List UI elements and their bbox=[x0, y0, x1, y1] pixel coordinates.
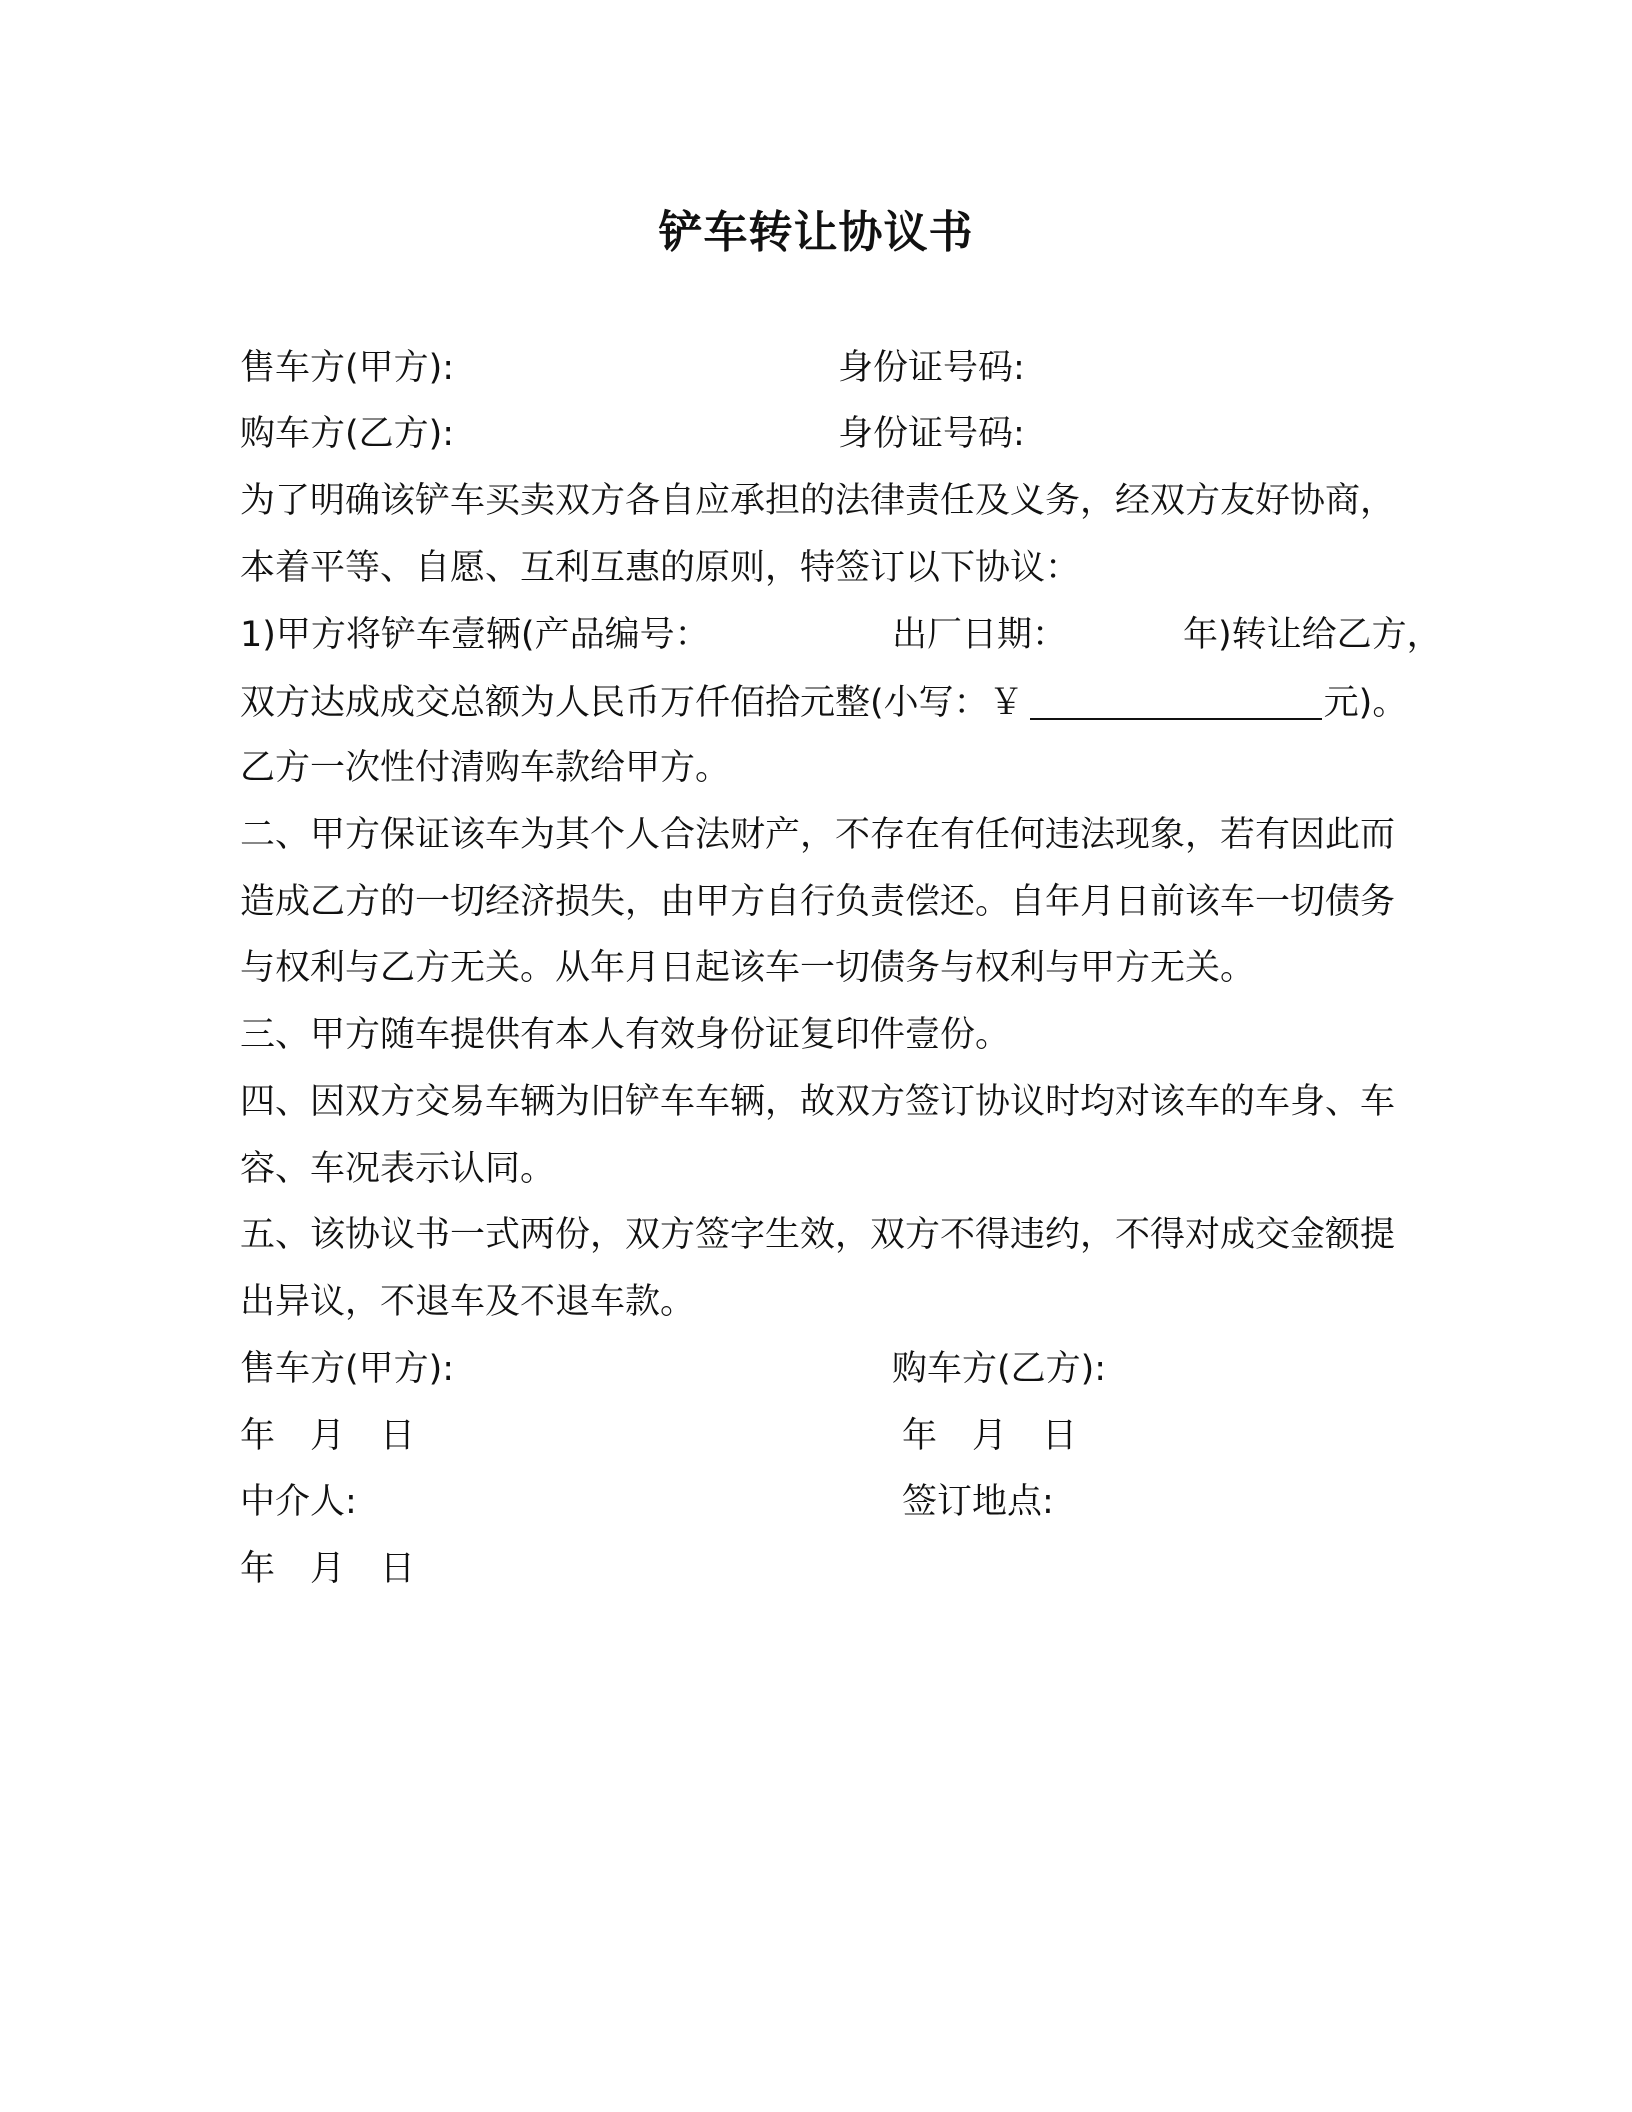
clause1-line-2-a: 双方达成成交总额为人民币万仟佰拾元整(小写：￥ bbox=[240, 683, 1024, 723]
buyer-label: 购车方(乙方): bbox=[240, 414, 455, 454]
intro-line-2: 本着平等、自愿、互利互惠的原则，特签订以下协议： bbox=[240, 548, 1081, 588]
clause1-line-1-c: 年)转让给乙方， bbox=[1183, 615, 1442, 655]
clause5-line-1: 五、该协议书一式两份，双方签字生效，双方不得违约，不得对成交金额提 bbox=[240, 1215, 1396, 1255]
buyer-line bbox=[240, 412, 454, 456]
clause3-line-1: 三、甲方随车提供有本人有效身份证复印件壹份。 bbox=[240, 1015, 1011, 1055]
page-title: 铲车转让协议书 bbox=[658, 207, 974, 258]
amount-blank bbox=[1030, 680, 1322, 720]
buyer-id-label: 身份证号码: bbox=[838, 414, 1025, 454]
clause2-line-1: 二、甲方保证该车为其个人合法财产，不存在有任何违法现象，若有因此而 bbox=[240, 815, 1396, 855]
seller-label: 售车方(甲方): bbox=[240, 348, 455, 388]
signature-date-left: 年 月 日 bbox=[240, 1416, 416, 1456]
seller-line bbox=[240, 346, 454, 390]
place-label: 签订地点: bbox=[902, 1482, 1054, 1522]
clause4-line-2: 容、车况表示认同。 bbox=[240, 1149, 556, 1189]
clause4-line-1: 四、因双方交易车辆为旧铲车车辆，故双方签订协议时均对该车的车身、车 bbox=[240, 1082, 1396, 1122]
signature-buyer-label: 购车方(乙方): bbox=[892, 1349, 1107, 1389]
clause1-line-3: 乙方一次性付清购车款给甲方。 bbox=[240, 748, 731, 788]
clause1-line-1-b: 出厂日期： bbox=[892, 615, 1068, 655]
agent-date: 年 月 日 bbox=[240, 1549, 416, 1589]
clause1-line-2-b: 元)。 bbox=[1323, 683, 1408, 723]
clause1-line-1-a: 1)甲方将铲车壹辆(产品编号： bbox=[240, 615, 710, 655]
clause1-line-2 bbox=[240, 680, 1407, 725]
signature-seller-label: 售车方(甲方): bbox=[240, 1349, 455, 1389]
signature-date-right: 年 月 日 bbox=[902, 1416, 1078, 1456]
clause2-line-3: 与权利与乙方无关。从年月日起该车一切债务与权利与甲方无关。 bbox=[240, 948, 1256, 988]
intro-line-1: 为了明确该铲车买卖双方各自应承担的法律责任及义务，经双方友好协商， bbox=[240, 481, 1396, 521]
clause2-line-2: 造成乙方的一切经济损失，由甲方自行负责偿还。自年月日前该车一切债务 bbox=[240, 882, 1396, 922]
agent-label: 中介人: bbox=[240, 1482, 357, 1522]
clause5-line-2: 出异议，不退车及不退车款。 bbox=[240, 1282, 696, 1322]
seller-id-label: 身份证号码: bbox=[838, 348, 1025, 388]
